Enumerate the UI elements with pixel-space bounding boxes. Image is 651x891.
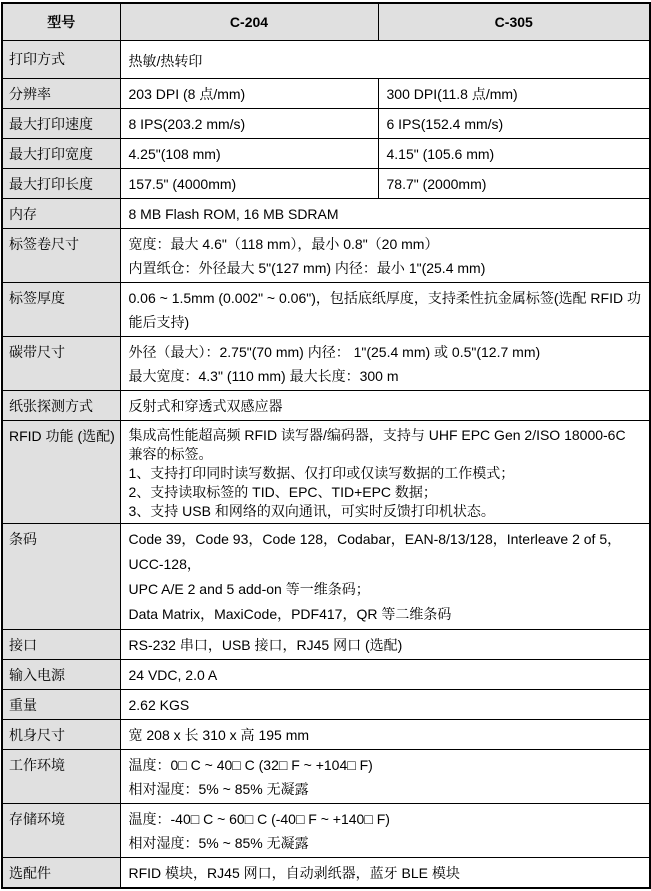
spec-value-line: 0.06 ~ 1.5mm (0.002" ~ 0.06")，包括底纸厚度，支持柔性抗金属标签(选配 RFID 功能后支持) bbox=[128, 290, 641, 330]
spec-value-line: 热敏/热转印 bbox=[128, 53, 203, 69]
row-label-cell: 碳带尺寸 bbox=[2, 337, 120, 391]
row-label-cell: RFID 功能 (选配) bbox=[2, 421, 120, 524]
spec-value-cell bbox=[120, 139, 378, 169]
spec-value-line: 温度：0□ C ~ 40□ C (32□ F ~ +104□ F) bbox=[128, 757, 373, 773]
spec-value-line: RFID 模块，RJ45 网口，自动剥纸器，蓝牙 BLE 模块 bbox=[128, 865, 460, 881]
spec-value-cell bbox=[120, 229, 650, 283]
table-row bbox=[2, 421, 650, 524]
spec-value-line: Code 39，Code 93，Code 128，Codabar，EAN-8/13/128，Interleave 2 of 5，UCC-128， bbox=[128, 531, 622, 572]
spec-value-line: 300 DPI(11.8 点/mm) bbox=[386, 86, 518, 102]
spec-value-cell bbox=[378, 169, 650, 199]
printer-spec-table bbox=[1, 2, 651, 889]
spec-value-line: 24 VDC, 2.0 A bbox=[128, 667, 218, 683]
table-row bbox=[2, 79, 650, 109]
spec-value-cell bbox=[378, 109, 650, 139]
row-label-cell: 最大打印宽度 bbox=[2, 139, 120, 169]
spec-value-cell bbox=[120, 630, 650, 660]
row-label-cell: 最大打印速度 bbox=[2, 109, 120, 139]
spec-value-cell bbox=[120, 804, 650, 858]
spec-value-cell bbox=[120, 524, 650, 630]
spec-value-line: 内置纸仓：外径最大 5"(127 mm) 内径：最小 1"(25.4 mm) bbox=[128, 260, 486, 276]
table-row bbox=[2, 524, 650, 630]
row-label-cell: 机身尺寸 bbox=[2, 720, 120, 750]
row-label-cell: 重量 bbox=[2, 690, 120, 720]
spec-value-line: 6 IPS(152.4 mm/s) bbox=[386, 116, 504, 132]
spec-value-line: 最大宽度：4.3" (110 mm) 最大长度：300 m bbox=[128, 368, 399, 384]
spec-value-line: 3、支持 USB 和网络的双向通讯，可实时反馈打印机状态。 bbox=[128, 503, 495, 519]
spec-value-line: 宽度：最大 4.6"（118 mm），最小 0.8"（20 mm） bbox=[128, 236, 439, 252]
spec-value-line: RS-232 串口，USB 接口，RJ45 网口 (选配) bbox=[128, 637, 403, 653]
spec-value-line: 2、支持读取标签的 TID、EPC、TID+EPC 数据； bbox=[128, 484, 437, 500]
row-label-cell: 分辨率 bbox=[2, 79, 120, 109]
spec-value-line: 相对湿度：5% ~ 85% 无凝露 bbox=[128, 781, 309, 797]
table-row bbox=[2, 804, 650, 858]
header-model-c204: C-204 bbox=[120, 3, 378, 41]
spec-value-line: 宽 208 x 长 310 x 高 195 mm bbox=[128, 727, 310, 743]
table-row bbox=[2, 139, 650, 169]
header-model-label: 型号 bbox=[2, 3, 120, 41]
spec-value-line: 157.5" (4000mm) bbox=[128, 176, 237, 192]
header-row bbox=[2, 3, 650, 41]
spec-value-cell bbox=[120, 169, 378, 199]
row-label-cell: 标签厚度 bbox=[2, 283, 120, 337]
spec-value-cell bbox=[120, 283, 650, 337]
table-row bbox=[2, 229, 650, 283]
spec-value-line: 外径（最大）：2.75"(70 mm) 内径： 1"(25.4 mm) 或 0.5"(12.7 mm) bbox=[128, 344, 541, 360]
row-label-cell: 存储环境 bbox=[2, 804, 120, 858]
table-row bbox=[2, 630, 650, 660]
spec-value-cell bbox=[120, 199, 650, 229]
spec-value-line: 2.62 KGS bbox=[128, 697, 190, 713]
row-label-cell: 打印方式 bbox=[2, 41, 120, 79]
spec-value-cell bbox=[120, 391, 650, 421]
row-label-cell: 内存 bbox=[2, 199, 120, 229]
spec-value-line: 集成高性能超高频 RFID 读写器/编码器，支持与 UHF EPC Gen 2/ISO 18000-6C 兼容的标签。 bbox=[128, 427, 626, 462]
table-row bbox=[2, 337, 650, 391]
spec-value-cell bbox=[378, 139, 650, 169]
spec-value-cell bbox=[120, 720, 650, 750]
row-label-cell: 最大打印长度 bbox=[2, 169, 120, 199]
spec-value-cell bbox=[120, 690, 650, 720]
spec-value-line: 相对湿度：5% ~ 85% 无凝露 bbox=[128, 835, 309, 851]
spec-value-line: UPC A/E 2 and 5 add-on 等一维条码； bbox=[128, 581, 370, 597]
table-row bbox=[2, 199, 650, 229]
spec-value-line: 4.15" (105.6 mm) bbox=[386, 146, 495, 162]
table-row bbox=[2, 169, 650, 199]
row-label-cell: 选配件 bbox=[2, 858, 120, 889]
table-row bbox=[2, 750, 650, 804]
spec-value-line: 78.7" (2000mm) bbox=[386, 176, 487, 192]
table-row bbox=[2, 391, 650, 421]
row-label-cell: 接口 bbox=[2, 630, 120, 660]
spec-value-cell bbox=[120, 337, 650, 391]
row-label-cell: 输入电源 bbox=[2, 660, 120, 690]
table-row bbox=[2, 283, 650, 337]
spec-value-line: 8 MB Flash ROM, 16 MB SDRAM bbox=[128, 206, 339, 222]
table-row bbox=[2, 720, 650, 750]
spec-value-cell bbox=[120, 750, 650, 804]
table-row bbox=[2, 858, 650, 889]
spec-value-cell bbox=[120, 79, 378, 109]
spec-value-line: 温度：-40□ C ~ 60□ C (-40□ F ~ +140□ F) bbox=[128, 811, 390, 827]
table-row bbox=[2, 660, 650, 690]
spec-value-line: 4.25"(108 mm) bbox=[128, 146, 221, 162]
spec-value-cell bbox=[120, 858, 650, 889]
spec-value-cell bbox=[378, 79, 650, 109]
row-label-cell: 条码 bbox=[2, 524, 120, 630]
spec-value-cell bbox=[120, 421, 650, 524]
spec-value-line: 1、支持打印同时读写数据、仅打印或仅读写数据的工作模式； bbox=[128, 465, 515, 481]
row-label-cell: 工作环境 bbox=[2, 750, 120, 804]
spec-value-line: Data Matrix，MaxiCode，PDF417，QR 等二维条码 bbox=[128, 606, 452, 622]
spec-value-cell bbox=[120, 109, 378, 139]
spec-value-line: 反射式和穿透式双感应器 bbox=[128, 398, 283, 414]
spec-value-cell bbox=[120, 41, 650, 79]
table-row bbox=[2, 41, 650, 79]
table-row bbox=[2, 690, 650, 720]
spec-value-line: 8 IPS(203.2 mm/s) bbox=[128, 116, 246, 132]
row-label-cell: 纸张探测方式 bbox=[2, 391, 120, 421]
header-model-c305: C-305 bbox=[378, 3, 650, 41]
table-row bbox=[2, 109, 650, 139]
spec-value-line: 203 DPI (8 点/mm) bbox=[128, 86, 246, 102]
row-label-cell: 标签卷尺寸 bbox=[2, 229, 120, 283]
spec-value-cell bbox=[120, 660, 650, 690]
